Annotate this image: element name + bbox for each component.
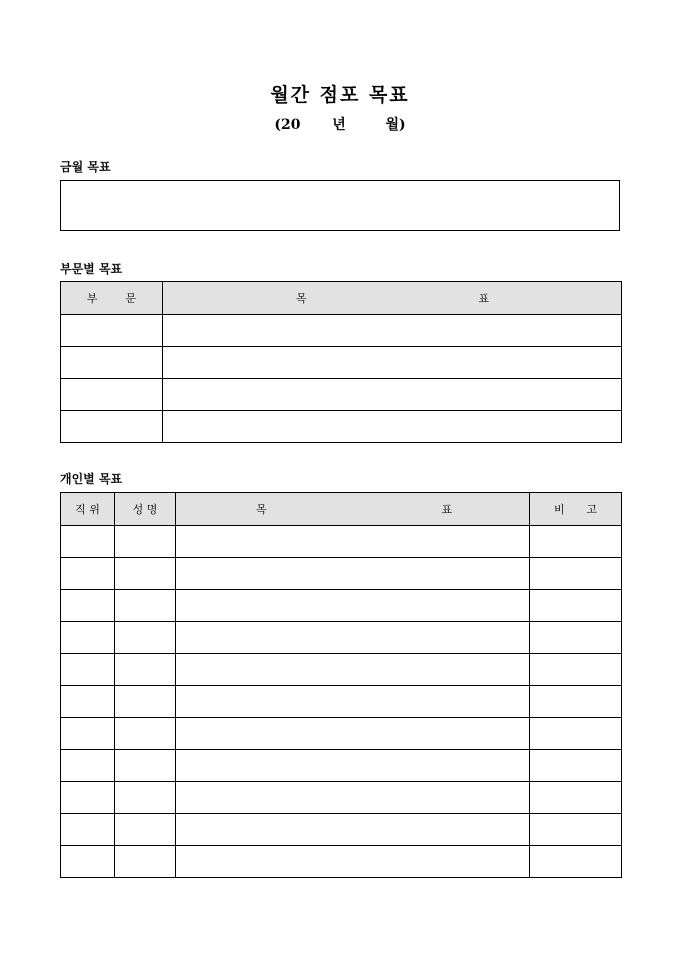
individual-goals-label: 개인별 목표 xyxy=(60,472,123,486)
header-department-a: 부 xyxy=(86,292,98,305)
note-cell[interactable] xyxy=(530,782,622,814)
table-row xyxy=(61,347,622,379)
position-cell[interactable] xyxy=(61,814,115,846)
header-note-b: 고 xyxy=(586,503,597,516)
table-row xyxy=(61,814,622,846)
name-cell[interactable] xyxy=(115,686,176,718)
table-row xyxy=(61,526,622,558)
position-cell[interactable] xyxy=(61,846,115,878)
header-note-a: 비 xyxy=(554,503,565,516)
individual-goals-table xyxy=(60,492,622,878)
name-cell[interactable] xyxy=(115,590,176,622)
name-cell[interactable] xyxy=(115,622,176,654)
department-goals-table xyxy=(60,281,622,443)
table-row xyxy=(61,590,622,622)
table-row xyxy=(61,622,622,654)
note-cell[interactable] xyxy=(530,654,622,686)
header-department xyxy=(61,282,163,315)
header-name: 성 명 xyxy=(115,493,176,526)
department-cell[interactable] xyxy=(61,347,163,379)
name-cell[interactable] xyxy=(115,750,176,782)
table-row xyxy=(61,686,622,718)
note-cell[interactable] xyxy=(530,590,622,622)
name-cell[interactable] xyxy=(115,558,176,590)
goal-cell[interactable] xyxy=(176,750,530,782)
goal-cell[interactable] xyxy=(163,411,622,443)
position-cell[interactable] xyxy=(61,718,115,750)
name-cell[interactable] xyxy=(115,718,176,750)
period-year-unit: 년 xyxy=(332,117,346,133)
table-row xyxy=(61,846,622,878)
table-row xyxy=(61,558,622,590)
monthly-goal-label: 금월 목표 xyxy=(60,160,111,174)
monthly-goal-field[interactable] xyxy=(60,180,620,231)
name-cell[interactable] xyxy=(115,814,176,846)
header-goal-b: 표 xyxy=(441,503,452,516)
table-header-row xyxy=(61,282,622,315)
position-cell[interactable] xyxy=(61,526,115,558)
table-row xyxy=(61,654,622,686)
period-month-close: 월) xyxy=(385,117,406,133)
department-cell[interactable] xyxy=(61,379,163,411)
goal-cell[interactable] xyxy=(176,814,530,846)
goal-cell[interactable] xyxy=(176,782,530,814)
goal-cell[interactable] xyxy=(176,686,530,718)
note-cell[interactable] xyxy=(530,622,622,654)
department-cell[interactable] xyxy=(61,411,163,443)
table-row xyxy=(61,718,622,750)
period-subtitle xyxy=(0,114,680,134)
goal-cell[interactable] xyxy=(176,526,530,558)
table-row xyxy=(61,411,622,443)
header-position: 직 위 xyxy=(61,493,115,526)
name-cell[interactable] xyxy=(115,526,176,558)
table-row xyxy=(61,379,622,411)
header-goal xyxy=(176,493,530,526)
header-department-b: 문 xyxy=(125,292,137,305)
goal-cell[interactable] xyxy=(163,379,622,411)
goal-cell[interactable] xyxy=(176,622,530,654)
goal-cell[interactable] xyxy=(163,315,622,347)
note-cell[interactable] xyxy=(530,846,622,878)
header-note xyxy=(530,493,622,526)
note-cell[interactable] xyxy=(530,686,622,718)
position-cell[interactable] xyxy=(61,622,115,654)
header-goal-a: 목 xyxy=(256,503,267,516)
department-goals-label: 부문별 목표 xyxy=(60,262,123,276)
header-goal-b: 표 xyxy=(478,292,489,305)
position-cell[interactable] xyxy=(61,782,115,814)
table-header-row xyxy=(61,493,622,526)
goal-cell[interactable] xyxy=(176,718,530,750)
name-cell[interactable] xyxy=(115,654,176,686)
table-row xyxy=(61,750,622,782)
position-cell[interactable] xyxy=(61,590,115,622)
position-cell[interactable] xyxy=(61,686,115,718)
period-open: (20 xyxy=(274,117,301,133)
goal-cell[interactable] xyxy=(176,654,530,686)
note-cell[interactable] xyxy=(530,526,622,558)
note-cell[interactable] xyxy=(530,718,622,750)
position-cell[interactable] xyxy=(61,654,115,686)
goal-cell[interactable] xyxy=(176,558,530,590)
position-cell[interactable] xyxy=(61,558,115,590)
name-cell[interactable] xyxy=(115,782,176,814)
name-cell[interactable] xyxy=(115,846,176,878)
goal-cell[interactable] xyxy=(176,846,530,878)
header-goal-a: 목 xyxy=(296,292,307,305)
department-cell[interactable] xyxy=(61,315,163,347)
note-cell[interactable] xyxy=(530,558,622,590)
table-row xyxy=(61,315,622,347)
goal-cell[interactable] xyxy=(176,590,530,622)
header-goal xyxy=(163,282,622,315)
page-title: 월간 점포 목표 xyxy=(270,84,410,106)
note-cell[interactable] xyxy=(530,814,622,846)
table-row xyxy=(61,782,622,814)
note-cell[interactable] xyxy=(530,750,622,782)
position-cell[interactable] xyxy=(61,750,115,782)
goal-cell[interactable] xyxy=(163,347,622,379)
